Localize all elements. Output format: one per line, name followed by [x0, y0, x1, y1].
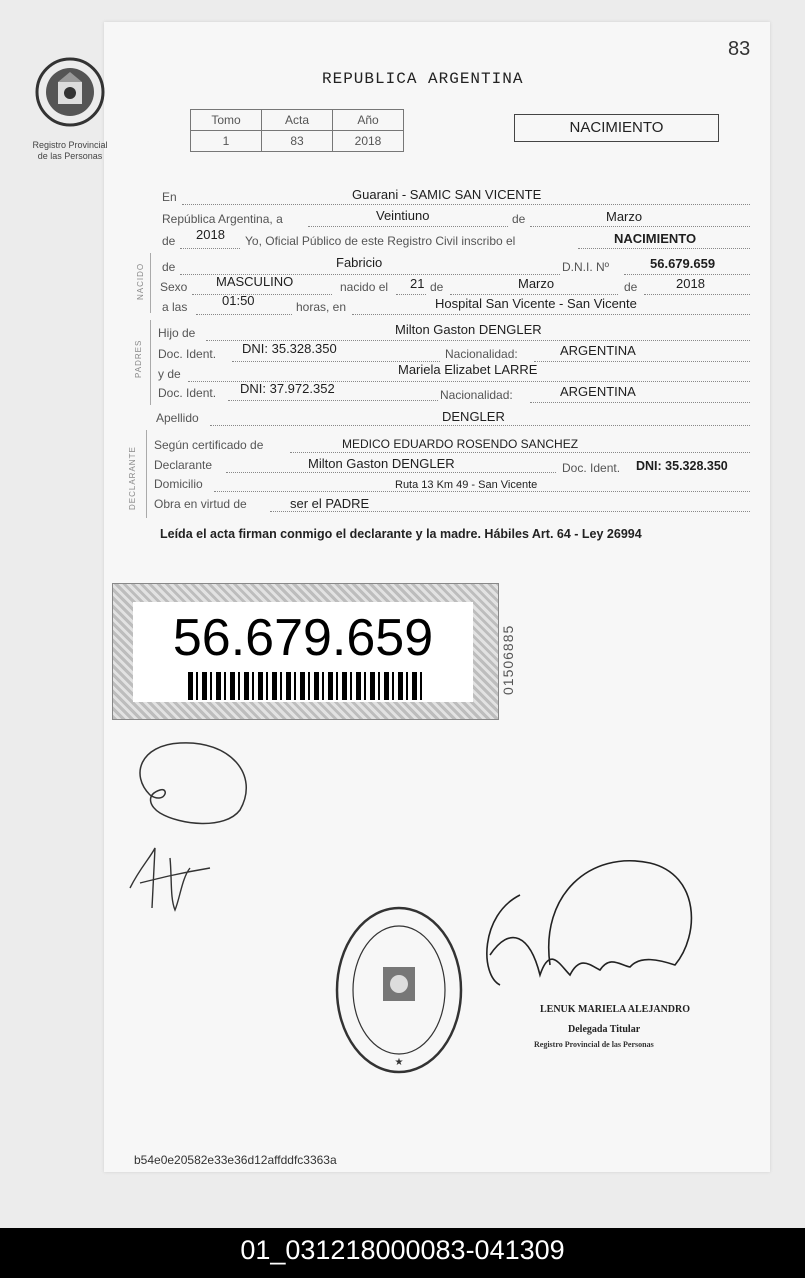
side-label-padres: PADRES: [134, 339, 143, 378]
logo-caption: Registro Provincial de las Personas: [32, 140, 108, 161]
value-anio: 2018: [196, 227, 225, 242]
dni-sticker-number: 56.679.659: [172, 609, 434, 667]
label-de-year: de: [162, 234, 176, 248]
sticker-serial: 01506885: [500, 624, 516, 695]
field-line: [644, 294, 750, 295]
value-lugar: Guarani - SAMIC SAN VICENTE: [352, 187, 542, 202]
value-acta: 83: [262, 131, 333, 152]
act-type-box: NACIMIENTO: [514, 114, 719, 142]
field-line: [226, 472, 556, 473]
side-label-declarante: DECLARANTE: [128, 446, 137, 510]
value-certificado: MEDICO EDUARDO ROSENDO SANCHEZ: [342, 437, 579, 451]
label-de: de: [512, 212, 526, 226]
label-de-name: de: [162, 260, 176, 274]
label-a-las: a las: [162, 300, 188, 314]
value-nac-mes: Marzo: [518, 276, 555, 291]
value-obra: ser el PADRE: [290, 496, 370, 511]
label-nacionalidad-1: Nacionalidad:: [445, 347, 518, 361]
provincial-registry-logo: [34, 56, 106, 128]
page-number: 83: [728, 38, 751, 60]
value-madre: Mariela Elizabet LARRE: [398, 362, 538, 377]
label-obra: Obra en virtud de: [154, 497, 247, 511]
value-hora: 01:50: [222, 293, 255, 308]
label-apellido: Apellido: [156, 411, 199, 425]
document-title: REPUBLICA ARGENTINA: [322, 70, 524, 88]
field-line: [396, 294, 426, 295]
label-segun-certificado: Según certificado de: [154, 438, 264, 452]
value-nac-dia: 21: [410, 276, 425, 291]
signatory-organization: Registro Provincial de las Personas: [534, 1040, 654, 1049]
value-domicilio: Ruta 13 Km 49 - San Vicente: [395, 479, 538, 491]
legal-text: Leída el acta firman conmigo el declarante y la madre. Hábiles Art. 64 - Ley 26994: [160, 527, 642, 541]
field-line: [308, 226, 508, 227]
label-horas-en: horas, en: [296, 300, 347, 314]
label-doc-ident-2: Doc. Ident.: [158, 386, 217, 400]
registry-table: [190, 109, 404, 152]
value-nac-anio: 2018: [676, 276, 705, 291]
label-dni: D.N.I. Nº: [562, 260, 610, 274]
field-line: [534, 361, 750, 362]
header-tomo: Tomo: [191, 110, 262, 131]
field-line: [624, 274, 750, 275]
value-dni: 56.679.659: [650, 256, 716, 271]
header-acta: Acta: [262, 110, 333, 131]
value-madre-nac: ARGENTINA: [560, 384, 636, 399]
document-hash: b54e0e20582e33e36d12affddfc3363a: [134, 1153, 337, 1167]
field-line: [270, 511, 750, 512]
footer-code: 01_031218000083-041309: [240, 1235, 565, 1265]
value-dia: Veintiuno: [376, 208, 430, 223]
value-padre: Milton Gaston DENGLER: [395, 322, 542, 337]
side-label-nacido: NACIDO: [136, 262, 145, 300]
field-line: [352, 314, 750, 315]
dni-sticker: [112, 583, 499, 720]
value-padre-dni: DNI: 35.328.350: [242, 341, 337, 356]
label-yo-oficial: Yo, Oficial Público de este Registro Civil inscribo el: [245, 234, 516, 248]
field-line: [214, 491, 750, 492]
field-line: [530, 402, 750, 403]
signatory-name: LENUK MARIELA ALEJANDRO: [540, 1004, 691, 1015]
signature-officer: [460, 855, 705, 1015]
value-lugar-nac: Hospital San Vicente - San Vicente: [435, 296, 637, 311]
field-line: [182, 204, 750, 205]
value-declarante: Milton Gaston DENGLER: [308, 456, 455, 471]
value-apellido: DENGLER: [442, 409, 505, 424]
value-tomo: 1: [191, 131, 262, 152]
field-line: [192, 294, 332, 295]
value-tipo: NACIMIENTO: [614, 231, 697, 246]
label-republica: República Argentina, a: [162, 212, 283, 226]
label-nacido-el: nacido el: [340, 280, 389, 294]
label-sexo: Sexo: [160, 280, 188, 294]
label-de2: de: [430, 280, 444, 294]
header-anio: Año: [333, 110, 404, 131]
dni-sticker-label: [133, 602, 473, 702]
label-en: En: [162, 190, 177, 204]
label-doc-ident-1: Doc. Ident.: [158, 347, 217, 361]
field-line: [530, 226, 750, 227]
label-nacionalidad-2: Nacionalidad:: [440, 388, 513, 402]
official-stamp: [334, 905, 464, 1075]
divider: [146, 430, 147, 518]
field-line: [450, 294, 618, 295]
label-declarante: Declarante: [154, 458, 213, 472]
field-line: [210, 425, 750, 426]
value-declarante-dni: DNI: 35.328.350: [636, 459, 728, 473]
field-line: [180, 248, 240, 249]
field-line: [578, 248, 750, 249]
value-padre-nac: ARGENTINA: [560, 343, 636, 358]
field-line: [228, 400, 438, 401]
value-sexo: MASCULINO: [216, 274, 294, 289]
field-line: [290, 452, 750, 453]
signature-mother: [120, 735, 260, 830]
footer-bar: [0, 1228, 805, 1278]
signature-declarant: [120, 838, 220, 918]
svg-text:★: ★: [394, 1057, 404, 1068]
label-de3: de: [624, 280, 638, 294]
label-hijo-de: Hijo de: [158, 326, 196, 340]
value-nombre: Fabricio: [336, 255, 383, 270]
barcode: [188, 672, 423, 700]
field-line: [196, 314, 292, 315]
label-domicilio: Domicilio: [154, 477, 203, 491]
label-doc-ident-3: Doc. Ident.: [562, 461, 621, 475]
label-y-de: y de: [158, 367, 181, 381]
signatory-role: Delegada Titular: [568, 1024, 641, 1035]
value-anio: 2018: [333, 131, 404, 152]
value-madre-dni: DNI: 37.972.352: [240, 381, 335, 396]
value-mes: Marzo: [606, 209, 643, 224]
divider: [150, 320, 151, 405]
divider: [150, 253, 151, 313]
